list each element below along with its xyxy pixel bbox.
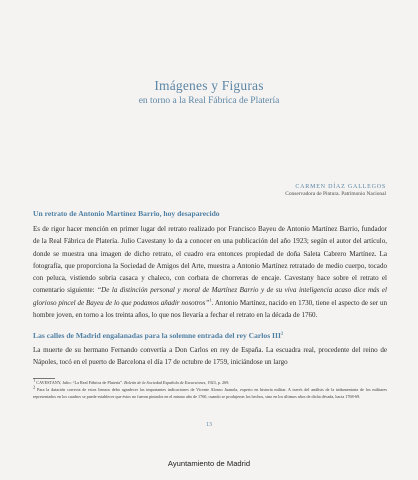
author-name: CARMEN DÍAZ GALLEGOS xyxy=(295,184,386,190)
section-paragraph-retrato xyxy=(33,223,387,321)
page-title: Imágenes y Figuras xyxy=(154,78,264,93)
paragraph-text: Es de rigor hacer mención en primer lugar del retrato realizado por Francisco Bayeu de Antonio Martínez Barrio, fundador de la Real Fábrica de Platería. Julio Cavestany lo da a conocer en una publicación del año 1923; según el autor del artículo, donde se muestra una imagen de dicho retrato, el cuadro era entonces propiedad de doña Saleta Cabrero Martínez. La fotografía, que proporciona la Sociedad de Amigos del Arte, muestra a Antonio Martínez retratado de medio cuerpo, tocado con peluca, vistiendo sobria casaca y chaleco, con corbata de chorreras de encaje. Cavestany hace sobre el retrato el comentario siguiente: xyxy=(33,225,387,295)
author-role: Conservadora de Pintura. Patrimonio Nacional xyxy=(285,191,386,197)
quote-text: “De la distinción personal y moral de Martínez Barrio y de su viva inteligencia acaso dice más el glorioso pincel de Bayeu de lo que podamos añadir nosotros” xyxy=(33,286,388,307)
footnote-text: CAVESTANY, Julio: “La Real Fábrica de Platería”. xyxy=(36,380,125,385)
heading-text: Las calles de Madrid engalanadas para la solemne entrada del rey Carlos III xyxy=(33,331,281,340)
footnote-source: Boletín de la Sociedad Española de Excursiones xyxy=(124,380,206,385)
author-block xyxy=(285,184,386,197)
footnotes xyxy=(33,377,388,401)
footnote-text: Para la datación correcta de estos lienzos debo agradecer las importantes indicaciones de Vicente Alonso Juanola, experto en historia militar. A través del análisis de la indumentaria de los militares representados en los cuadros se puede establecer que éstos no fueron pintados en el mismo año de 1760, cuando se produjeron los hechos, sino en los últimos años de dicha década, hacia 1768-69. xyxy=(33,387,388,399)
section-paragraph-calles: La muerte de su hermano Fernando convertía a Don Carlos en rey de España. La escuadra real, procedente del reino de Nápoles, tocó en el puerto de Barcelona el día 17 de octubre de 1759, iniciándose un largo xyxy=(33,346,387,367)
footnote-number: 2 xyxy=(33,384,36,390)
publisher-name: Ayuntamiento de Madrid xyxy=(167,459,251,468)
page-number: 13 xyxy=(206,422,212,428)
footnote-2 xyxy=(33,384,388,400)
paragraph-text-continued: . Antonio Martínez, nacido en 1730, tiene el aspecto de ser un hombre joven, en torno a los treinta años, lo que nos llevaría a fechar el retrato en la década de 1760. xyxy=(33,298,388,320)
footnote-number: 1 xyxy=(33,377,36,383)
page-subtitle: en torno a la Real Fábrica de Platería xyxy=(138,96,280,106)
footnote-divider xyxy=(33,378,55,379)
section-heading-calles xyxy=(33,331,283,340)
footnote-text-end: , 1923, p. 269. xyxy=(205,380,230,385)
footnote-1 xyxy=(33,377,387,386)
footnote-ref[interactable]: 1 xyxy=(209,297,212,303)
footnote-ref[interactable]: 2 xyxy=(280,330,284,336)
section-heading-retrato: Un retrato de Antonio Martínez Barrio, hoy desaparecido xyxy=(33,209,220,218)
